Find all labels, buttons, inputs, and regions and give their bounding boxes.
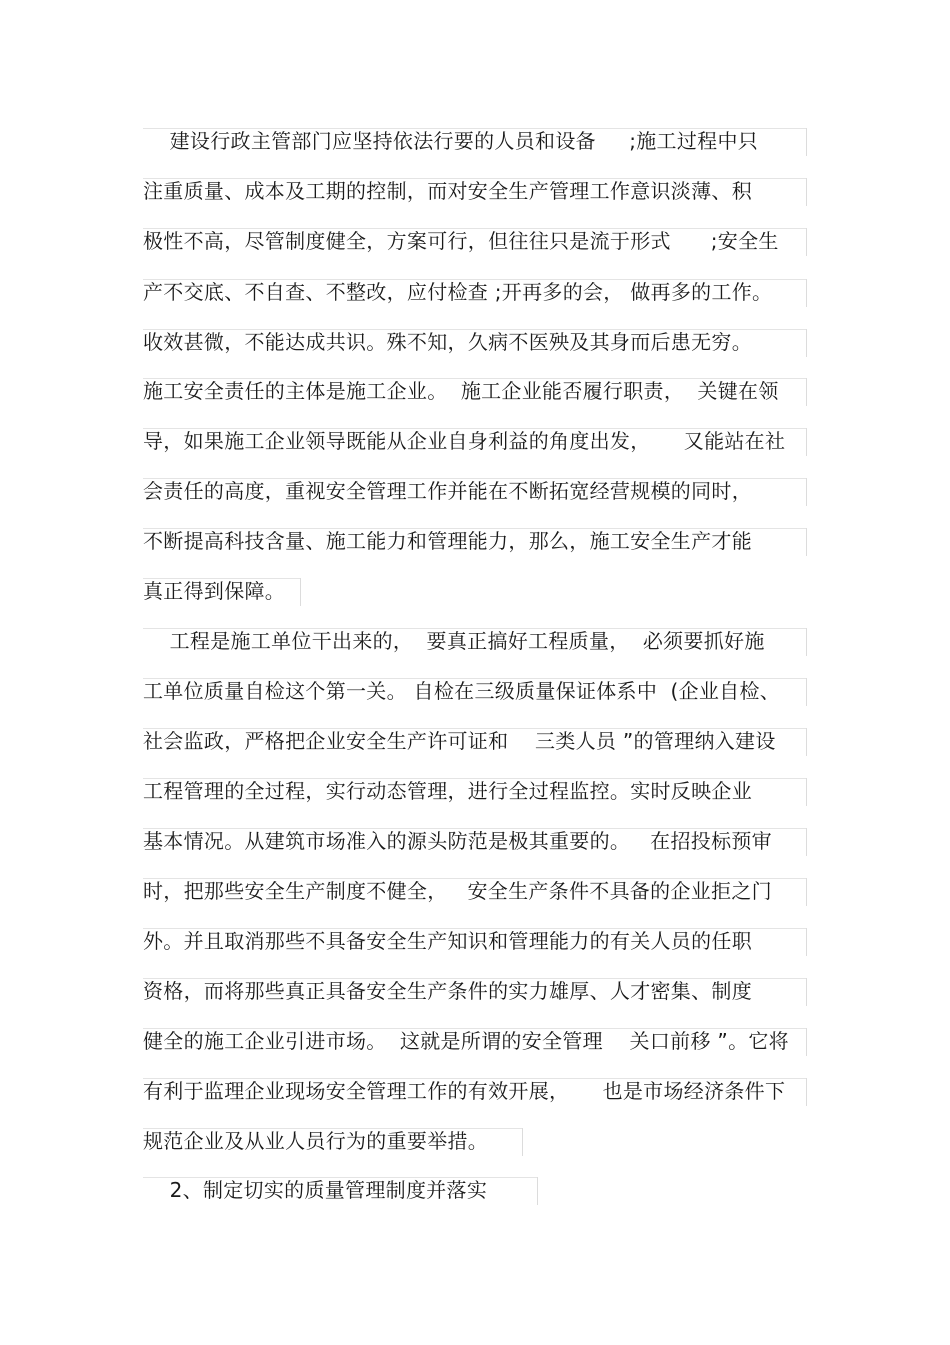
- rule-tick: [806, 628, 807, 656]
- rule-tick: [806, 478, 807, 506]
- paragraph-2-line-5: 真正得到保障。: [143, 579, 286, 603]
- rule-tick: [806, 828, 807, 856]
- paragraph-3-line-3: 社会监政，严格把企业安全生产许可证和 三类人员 ”的管理纳入建设: [143, 729, 776, 753]
- rule-tick: [806, 128, 807, 156]
- paragraph-2-line-1: 施工安全责任的主体是施工企业。 施工企业能否履行职责， 关键在领: [143, 379, 779, 403]
- paragraph-3-line-11: 规范企业及从业人员行为的重要举措。: [143, 1129, 489, 1153]
- rule-tick: [806, 528, 807, 556]
- rule-tick: [806, 928, 807, 956]
- paragraph-3-line-1: 工程是施工单位干出来的， 要真正搞好工程质量， 必须要抓好施: [143, 629, 765, 653]
- rule-tick: [806, 329, 807, 357]
- paragraph-3-line-10: 有利于监理企业现场安全管理工作的有效开展， 也是市场经济条件下: [143, 1079, 786, 1103]
- paragraph-1-line-4: 产不交底、不自查、不整改，应付检查 ;开再多的会， 做再多的工作。: [143, 280, 773, 304]
- rule-tick: [806, 778, 807, 806]
- paragraph-3-line-5: 基本情况。从建筑市场准入的源头防范是极其重要的。 在招投标预审: [143, 829, 772, 853]
- paragraph-1-line-1: 建设行政主管部门应坚持依法行要的人员和设备 ;施工过程中只: [143, 129, 759, 153]
- paragraph-3-line-4: 工程管理的全过程，实行动态管理，进行全过程监控。实时反映企业: [143, 779, 752, 803]
- rule-tick: [806, 728, 807, 756]
- rule-tick: [806, 978, 807, 1006]
- paragraph-2-line-2: 导，如果施工企业领导既能从企业自身利益的角度出发， 又能站在社: [143, 429, 786, 453]
- paragraph-3-line-8: 资格，而将那些真正具备安全生产条件的实力雄厚、人才密集、制度: [143, 979, 752, 1003]
- paragraph-1-line-5: 收效甚微，不能达成共识。殊不知，久病不医殃及其身而后患无穷。: [143, 330, 752, 354]
- rule-tick: [806, 279, 807, 307]
- paragraph-1-line-2: 注重质量、成本及工期的控制，而对安全生产管理工作意识淡薄、积: [143, 179, 752, 203]
- paragraph-1-line-3: 极性不高，尽管制度健全，方案可行，但往往只是流于形式 ;安全生: [143, 229, 779, 253]
- paragraph-3-line-2: 工单位质量自检这个第一关。 自检在三级质量保证体系中 (企业自检、: [143, 679, 781, 703]
- rule-tick: [806, 678, 807, 706]
- section-heading: 2、制定切实的质量管理制度并落实: [143, 1178, 488, 1202]
- paragraph-2-line-3: 会责任的高度，重视安全管理工作并能在不断拓宽经营规模的同时，: [143, 479, 752, 503]
- rule-tick: [806, 428, 807, 456]
- rule-tick: [300, 578, 301, 606]
- paragraph-2-line-4: 不断提高科技含量、施工能力和管理能力，那么，施工安全生产才能: [143, 529, 752, 553]
- rule-tick: [806, 878, 807, 906]
- rule-tick: [537, 1177, 538, 1205]
- rule-tick: [806, 178, 807, 206]
- paragraph-3-line-6: 时，把那些安全生产制度不健全， 安全生产条件不具备的企业拒之门: [143, 879, 772, 903]
- rule-tick: [806, 378, 807, 406]
- rule-tick: [522, 1128, 523, 1156]
- rule-tick: [806, 1028, 807, 1056]
- paragraph-3-line-7: 外。并且取消那些不具备安全生产知识和管理能力的有关人员的任职: [143, 929, 752, 953]
- rule-tick: [806, 228, 807, 256]
- paragraph-3-line-9: 健全的施工企业引进市场。 这就是所谓的安全管理 关口前移 ”。它将: [143, 1029, 789, 1053]
- rule-tick: [806, 1078, 807, 1106]
